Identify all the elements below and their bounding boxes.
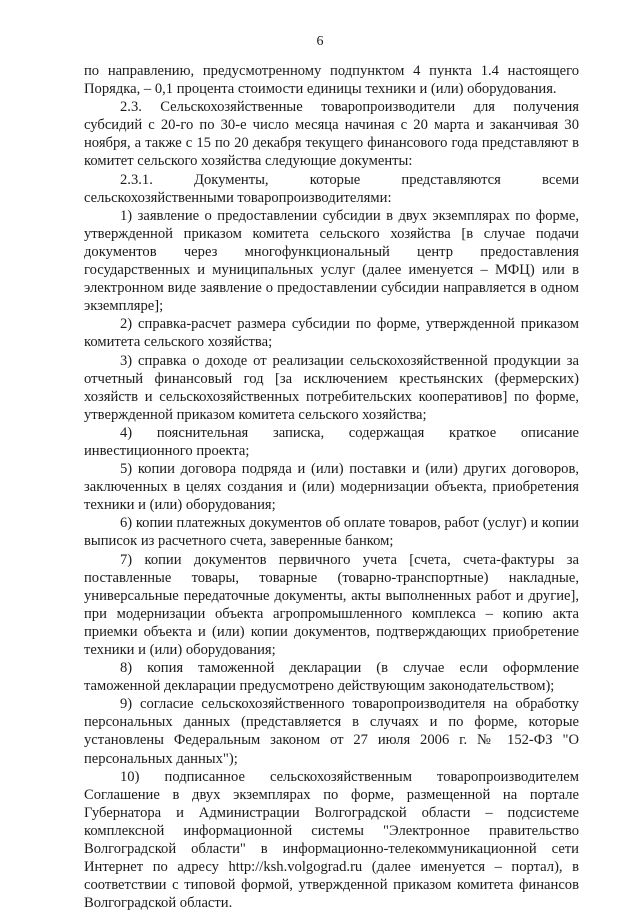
list-item-1: 1) заявление о предоставлении субсидии в двух экземплярах по форме, утвержденной приказом комитета сельского хозяйства [в случае подачи документов через многофункциональный центр предоставления государственных и муниципальных услуг (далее именуется – МФЦ) или в электронном виде заявление о предоставлении субсидии направляется в одном экземпляре]; [84, 207, 579, 315]
list-item-2: 2) справка-расчет размера субсидии по форме, утвержденной приказом комитета сельского хозяйства; [84, 316, 579, 351]
list-item-8: 8) копия таможенной декларации (в случае если оформление таможенной декларации предусмотрено действующим законодательством); [84, 660, 579, 695]
page-number: 6 [316, 34, 324, 49]
list-item-10: 10) подписанное сельскохозяйственным товаропроизводителем Соглашение в двух экземплярах по форме, размещенной на портале Губернатора и Администрации Волгоградской области – подсистеме комплексной информационной системы "Электронное правительство Волгоградской области" в информационно-телекоммуникационной сети Интернет по адресу http://ksh.volgograd.ru (далее именуется – портал), в соответствии с типовой формой, утвержденной приказом комитета финансов Волгоградской области. [84, 768, 579, 912]
list-item-3: 3) справка о доходе от реализации сельскохозяйственной продукции за отчетный финансовый год [за исключением крестьянских (фермерских) хозяйств и сельскохозяйственных потребительских кооперативов] по форме, утвержденной приказом комитета сельского хозяйства; [84, 352, 579, 423]
document-body [84, 62, 579, 912]
paragraph-1-4-continuation: по направлению, предусмотренному подпунктом 4 пункта 1.4 настоящего Порядка, – 0,1 процента стоимости единицы техники и (или) оборудования. [84, 63, 579, 98]
list-item-5: 5) копии договора подряда и (или) поставки и (или) других договоров, заключенных в целях создания и (или) модернизации объекта, приобретения техники и (или) оборудования; [84, 461, 579, 514]
paragraph-2-3: 2.3. Сельскохозяйственные товаропроизводители для получения субсидий с 20-го по 30-е число месяца начиная с 20 марта и заканчивая 30 ноября, а также с 15 по 20 декабря текущего финансового года представляют в комитет сельского хозяйства следующие документы: [84, 99, 579, 170]
list-item-6: 6) копии платежных документов об оплате товаров, работ (услуг) и копии выписок из расчетного счета, заверенные банком; [84, 515, 579, 550]
list-item-9: 9) согласие сельскохозяйственного товаропроизводителя на обработку персональных данных (представляется в случаях и по форме, которые установлены Федеральным законом от 27 июля 2006 г. № 152-ФЗ "О персональных данных"); [84, 696, 579, 767]
list-item-4: 4) пояснительная записка, содержащая краткое описание инвестиционного проекта; [84, 424, 579, 459]
paragraph-2-3-1: 2.3.1. Документы, которые представляются всеми сельскохозяйственными товаропроизводителями: [84, 171, 579, 206]
list-item-7: 7) копии документов первичного учета [счета, счета-фактуры за поставленные товары, товарные (товарно-транспортные) накладные, универсальные передаточные документы, акты выполненных работ и другие], при модернизации объекта агропромышленного комплекса – копию акта приемки объекта и (или) копии документов, подтверждающих приобретение техники и (или) оборудования; [84, 551, 579, 658]
